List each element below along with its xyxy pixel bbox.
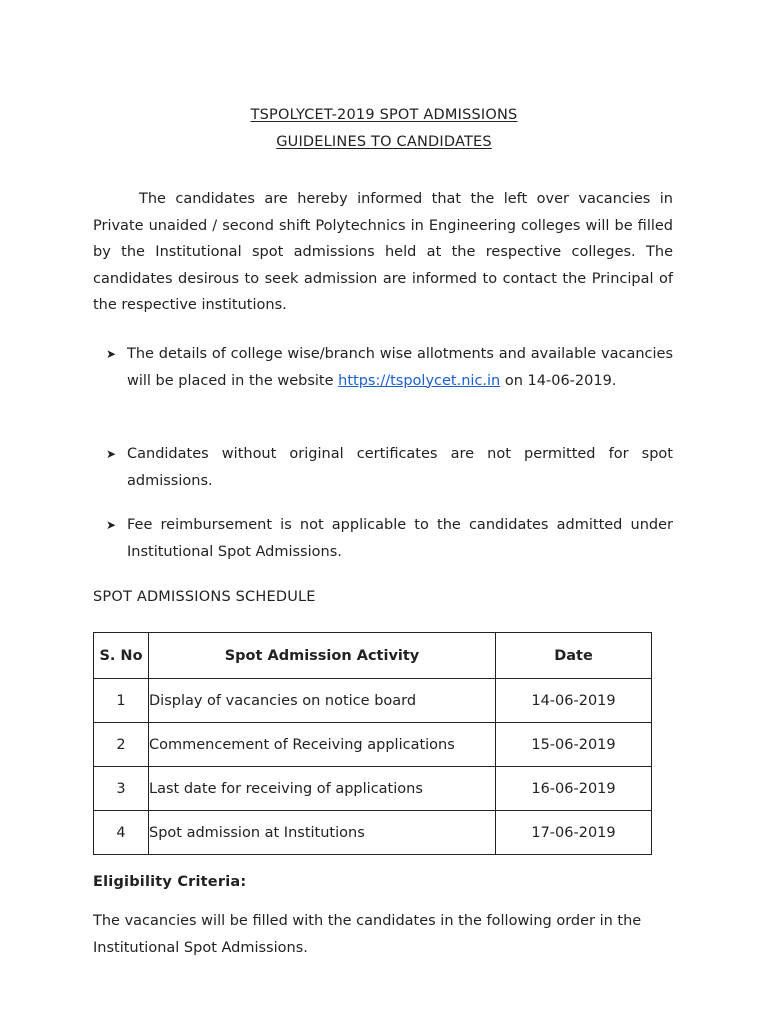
- arrowhead-bullet-icon: ➤: [106, 447, 117, 461]
- row-activity: Last date for receiving of applications: [149, 767, 496, 811]
- bullet-text-website-before: The details of college wise/branch wise allotments and available vacancies will be placed in the website: [127, 346, 673, 389]
- row-date: 15-06-2019: [496, 723, 652, 767]
- eligibility-paragraph: The vacancies will be filled with the candidates in the following order in the Institutional Spot Admissions.: [93, 913, 642, 956]
- table-row: [94, 679, 652, 723]
- header-sno: S. No: [94, 633, 149, 679]
- header-date: Date: [496, 633, 652, 679]
- document-title-line-1: TSPOLYCET-2019 SPOT ADMISSIONS: [250, 107, 518, 123]
- table-row: [94, 811, 652, 855]
- bullet-item-fee-reimbursement: [106, 512, 673, 565]
- row-date: 14-06-2019: [496, 679, 652, 723]
- row-sno: 4: [94, 811, 149, 855]
- bullet-text-fee-reimbursement: Fee reimbursement is not applicable to the candidates admitted under Institutional Spot Admissions.: [127, 517, 673, 560]
- schedule-heading: SPOT ADMISSIONS SCHEDULE: [93, 589, 316, 605]
- intro-paragraph: [93, 186, 673, 319]
- table-row: [94, 767, 652, 811]
- row-sno: 3: [94, 767, 149, 811]
- schedule-table: [93, 632, 652, 855]
- row-date: 16-06-2019: [496, 767, 652, 811]
- arrowhead-bullet-icon: ➤: [106, 518, 117, 532]
- row-activity: Spot admission at Institutions: [149, 811, 496, 855]
- website-link[interactable]: https://tspolycet.nic.in: [338, 372, 501, 389]
- table-row: [94, 723, 652, 767]
- row-date: 17-06-2019: [496, 811, 652, 855]
- bullet-text-certificates: Candidates without original certificates are not permitted for spot admissions.: [127, 446, 673, 489]
- row-sno: 1: [94, 679, 149, 723]
- intro-text: The candidates are hereby informed that the left over vacancies in Private unaided / second shift Polytechnics in Engineering colleges will be filled by the Institutional spot admissions held at the respective colleges. The candidates desirous to seek admission are informed to contact the Principal of the respective institutions.: [93, 191, 673, 314]
- eligibility-heading: Eligibility Criteria:: [93, 874, 247, 890]
- row-sno: 2: [94, 723, 149, 767]
- document-title-line-2: GUIDELINES TO CANDIDATES: [276, 134, 492, 150]
- row-activity: Display of vacancies on notice board: [149, 679, 496, 723]
- header-activity: Spot Admission Activity: [149, 633, 496, 679]
- bullet-text-website: [127, 341, 673, 394]
- bullet-item-certificates: [106, 441, 673, 494]
- bullet-item-website: [106, 341, 673, 394]
- table-header-row: [94, 633, 652, 679]
- bullet-text-website-after: on 14-06-2019.: [500, 372, 617, 389]
- arrowhead-bullet-icon: ➤: [106, 347, 117, 361]
- row-activity: Commencement of Receiving applications: [149, 723, 496, 767]
